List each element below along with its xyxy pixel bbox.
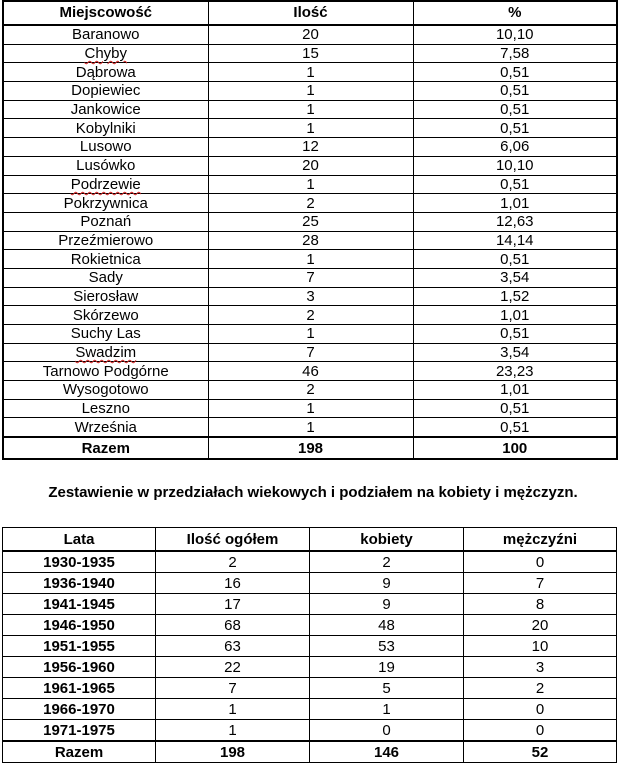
table-row [3,44,617,63]
percent-cell: 14,14 [413,231,617,250]
table-row [3,381,617,400]
count-cell: 1 [208,399,413,418]
count-cell: 1 [208,100,413,119]
total-cell: 2 [156,551,310,573]
table-row [3,399,617,418]
table-row [3,63,617,82]
years-cell: 1951-1955 [3,636,156,657]
locality-cell: Lusowo [3,138,208,157]
total-label: Razem [3,437,208,459]
locality-cell: Leszno [3,399,208,418]
total-cell: 7 [156,678,310,699]
total-men: 52 [464,741,617,763]
total-cell: 1 [156,720,310,742]
locality-cell: Dopiewiec [3,82,208,101]
years-cell: 1936-1940 [3,573,156,594]
table-row [3,636,617,657]
table-row [3,362,617,381]
women-cell: 2 [310,551,464,573]
women-cell: 0 [310,720,464,742]
table-row [3,306,617,325]
table-row [3,250,617,269]
locality-cell: Poznań [3,212,208,231]
men-cell: 0 [464,551,617,573]
table-header-row [3,528,617,552]
percent-cell: 0,51 [413,418,617,437]
table-row [3,573,617,594]
count-cell: 1 [208,175,413,194]
table-row [3,325,617,344]
table-row [3,678,617,699]
count-cell: 2 [208,306,413,325]
locality-cell: Września [3,418,208,437]
locality-cell: Baranowo [3,25,208,44]
percent-cell: 12,63 [413,212,617,231]
women-cell: 5 [310,678,464,699]
years-cell: 1941-1945 [3,594,156,615]
total-percent: 100 [413,437,617,459]
women-cell: 9 [310,594,464,615]
table-row [3,615,617,636]
count-cell: 28 [208,231,413,250]
locality-cell: Sierosław [3,287,208,306]
total-count: 198 [156,741,310,763]
table-row [3,156,617,175]
count-cell: 7 [208,268,413,287]
percent-cell: 3,54 [413,343,617,362]
count-cell: 1 [208,418,413,437]
table-row [3,212,617,231]
percent-cell: 0,51 [413,119,617,138]
locality-cell: Dąbrowa [3,63,208,82]
years-cell: 1966-1970 [3,699,156,720]
percent-cell: 0,51 [413,399,617,418]
percent-cell: 0,51 [413,63,617,82]
total-women: 146 [310,741,464,763]
count-cell: 7 [208,343,413,362]
men-cell: 8 [464,594,617,615]
table-row [3,551,617,573]
table-row [3,594,617,615]
total-label: Razem [3,741,156,763]
count-cell: 1 [208,325,413,344]
header-total: Ilość ogółem [156,528,310,552]
count-cell: 25 [208,212,413,231]
count-cell: 2 [208,381,413,400]
locality-cell: Tarnowo Podgórne [3,362,208,381]
locality-cell: Przeźmierowo [3,231,208,250]
years-cell: 1946-1950 [3,615,156,636]
table-row [3,82,617,101]
total-row [3,437,617,459]
count-cell: 1 [208,250,413,269]
total-cell: 17 [156,594,310,615]
women-cell: 53 [310,636,464,657]
table-row [3,720,617,742]
locality-cell: Rokietnica [3,250,208,269]
years-cell: 1971-1975 [3,720,156,742]
total-cell: 16 [156,573,310,594]
total-cell: 68 [156,615,310,636]
table-row [3,268,617,287]
percent-cell: 1,01 [413,381,617,400]
percent-cell: 10,10 [413,25,617,44]
men-cell: 2 [464,678,617,699]
years-cell: 1930-1935 [3,551,156,573]
total-cell: 1 [156,699,310,720]
men-cell: 0 [464,720,617,742]
locality-cell: Chyby [3,44,208,63]
percent-cell: 0,51 [413,325,617,344]
percent-cell: 7,58 [413,44,617,63]
men-cell: 0 [464,699,617,720]
table-row [3,699,617,720]
header-locality: Miejscowość [3,1,208,25]
locality-cell: Lusówko [3,156,208,175]
men-cell: 7 [464,573,617,594]
header-percent: % [413,1,617,25]
table-row [3,194,617,213]
header-women: kobiety [310,528,464,552]
locality-cell: Sady [3,268,208,287]
percent-cell: 0,51 [413,175,617,194]
locality-cell: Skórzewo [3,306,208,325]
percent-cell: 23,23 [413,362,617,381]
count-cell: 20 [208,156,413,175]
total-count: 198 [208,437,413,459]
women-cell: 1 [310,699,464,720]
percent-cell: 0,51 [413,250,617,269]
percent-cell: 0,51 [413,82,617,101]
header-years: Lata [3,528,156,552]
table-header-row [3,1,617,25]
age-gender-table [2,527,617,763]
table-row [3,287,617,306]
header-men: mężczyźni [464,528,617,552]
table-row [3,138,617,157]
women-cell: 19 [310,657,464,678]
table-row [3,175,617,194]
count-cell: 1 [208,82,413,101]
men-cell: 10 [464,636,617,657]
locality-cell: Podrzewie [3,175,208,194]
locality-cell: Pokrzywnica [3,194,208,213]
locality-cell: Swadzim [3,343,208,362]
percent-cell: 10,10 [413,156,617,175]
percent-cell: 3,54 [413,268,617,287]
table-row [3,25,617,44]
percent-cell: 1,01 [413,194,617,213]
years-cell: 1961-1965 [3,678,156,699]
count-cell: 1 [208,63,413,82]
total-cell: 22 [156,657,310,678]
men-cell: 3 [464,657,617,678]
percent-cell: 0,51 [413,100,617,119]
count-cell: 1 [208,119,413,138]
age-breakdown-caption: Zestawienie w przedziałach wiekowych i podziałem na kobiety i mężczyzn. [48,484,578,501]
years-cell: 1956-1960 [3,657,156,678]
locality-cell: Wysogotowo [3,381,208,400]
locality-cell: Kobylniki [3,119,208,138]
count-cell: 2 [208,194,413,213]
table-row [3,418,617,437]
count-cell: 3 [208,287,413,306]
total-row [3,741,617,763]
table-row [3,343,617,362]
locality-cell: Suchy Las [3,325,208,344]
count-cell: 46 [208,362,413,381]
table-row [3,100,617,119]
women-cell: 48 [310,615,464,636]
table-row [3,231,617,250]
locality-cell: Jankowice [3,100,208,119]
table-row [3,119,617,138]
percent-cell: 6,06 [413,138,617,157]
header-count: Ilość [208,1,413,25]
count-cell: 12 [208,138,413,157]
total-cell: 63 [156,636,310,657]
percent-cell: 1,52 [413,287,617,306]
men-cell: 20 [464,615,617,636]
count-cell: 15 [208,44,413,63]
table-row [3,657,617,678]
count-cell: 20 [208,25,413,44]
women-cell: 9 [310,573,464,594]
percent-cell: 1,01 [413,306,617,325]
localities-table [2,0,618,460]
